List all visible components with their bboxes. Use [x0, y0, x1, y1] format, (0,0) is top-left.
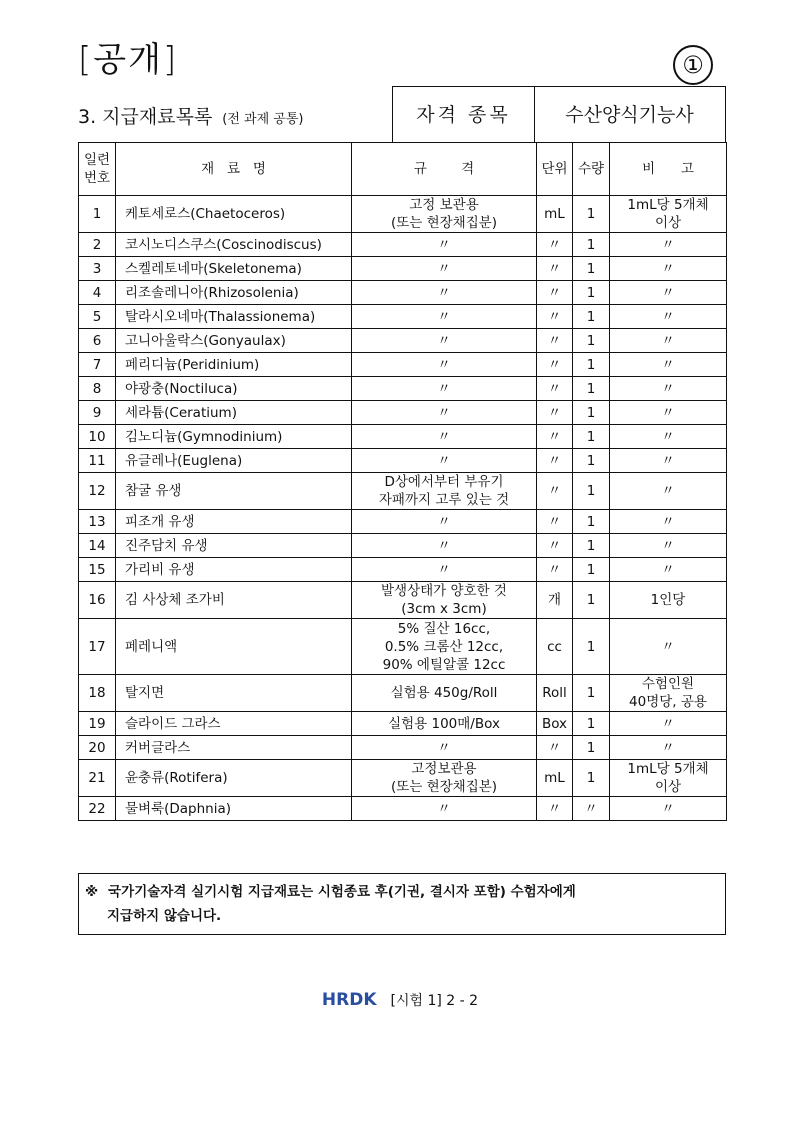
cell-spec: 〃 — [352, 797, 537, 821]
cell-note: 〃 — [610, 558, 727, 582]
cell-unit: 〃 — [537, 233, 573, 257]
cell-spec: 〃 — [352, 736, 537, 760]
cell-serial-no: 22 — [79, 797, 116, 821]
cell-serial-no: 18 — [79, 675, 116, 712]
materials-table — [78, 142, 727, 821]
cell-serial-no: 21 — [79, 760, 116, 797]
table-row — [79, 305, 727, 329]
cell-material-name: 유글레나(Euglena) — [116, 449, 352, 473]
cell-unit: 〃 — [537, 353, 573, 377]
cell-material-name: 김 사상체 조가비 — [116, 582, 352, 619]
hrdk-logo: HRDK — [321, 990, 377, 1010]
notice-line-1: 국가기술자격 실기시험 지급재료는 시험종료 후(기권, 결시자 포함) 수험자에게 — [108, 884, 576, 900]
cell-unit: 〃 — [537, 534, 573, 558]
cell-material-name: 스켈레토네마(Skeletonema) — [116, 257, 352, 281]
cell-serial-no: 9 — [79, 401, 116, 425]
cell-note: 〃 — [610, 534, 727, 558]
table-row — [79, 401, 727, 425]
header-note: 비 고 — [610, 143, 727, 196]
cell-material-name: 탈지면 — [116, 675, 352, 712]
header-row — [78, 86, 726, 142]
cell-unit: Box — [537, 712, 573, 736]
footer-page-text: [시험 1] 2 - 2 — [390, 993, 479, 1009]
notice-mark: ※ — [85, 884, 99, 900]
cell-qty: 1 — [573, 449, 610, 473]
cell-qty: 1 — [573, 425, 610, 449]
table-row — [79, 449, 727, 473]
cell-material-name: 케토세로스(Chaetoceros) — [116, 196, 352, 233]
cell-qty: 1 — [573, 619, 610, 675]
cell-note: 〃 — [610, 619, 727, 675]
cell-qty: 1 — [573, 401, 610, 425]
cell-material-name: 가리비 유생 — [116, 558, 352, 582]
cell-qty: 1 — [573, 233, 610, 257]
cell-serial-no: 15 — [79, 558, 116, 582]
cell-material-name: 탈라시오네마(Thalassionema) — [116, 305, 352, 329]
cell-material-name: 고니아울락스(Gonyaulax) — [116, 329, 352, 353]
cell-serial-no: 14 — [79, 534, 116, 558]
cell-serial-no: 1 — [79, 196, 116, 233]
cell-material-name: 페레니액 — [116, 619, 352, 675]
cell-qty: 1 — [573, 281, 610, 305]
cell-spec: 〃 — [352, 449, 537, 473]
header-serial-no: 일련 번호 — [79, 143, 116, 196]
cell-material-name: 진주담치 유생 — [116, 534, 352, 558]
cell-material-name: 야광충(Noctiluca) — [116, 377, 352, 401]
table-row — [79, 425, 727, 449]
cell-note: 〃 — [610, 281, 727, 305]
cell-material-name: 페리디늄(Peridinium) — [116, 353, 352, 377]
cell-unit: 〃 — [537, 329, 573, 353]
cell-qty: 1 — [573, 510, 610, 534]
cell-unit: 〃 — [537, 305, 573, 329]
cell-serial-no: 5 — [79, 305, 116, 329]
cell-note: 수험인원 40명당, 공용 — [610, 675, 727, 712]
cell-note: 〃 — [610, 797, 727, 821]
table-row — [79, 582, 727, 619]
cell-spec: 〃 — [352, 233, 537, 257]
cell-serial-no: 20 — [79, 736, 116, 760]
cell-note: 〃 — [610, 305, 727, 329]
cell-spec: D상에서부터 부유기 자패까지 고루 있는 것 — [352, 473, 537, 510]
table-row — [79, 196, 727, 233]
cell-note: 〃 — [610, 736, 727, 760]
cell-qty: 1 — [573, 675, 610, 712]
table-row — [79, 760, 727, 797]
cell-qty: 1 — [573, 558, 610, 582]
cell-qty: 1 — [573, 196, 610, 233]
qualification-box — [392, 86, 726, 143]
cell-spec: 〃 — [352, 558, 537, 582]
cell-qty: 1 — [573, 329, 610, 353]
cell-unit: 〃 — [537, 449, 573, 473]
cell-note: 〃 — [610, 401, 727, 425]
qualification-label: 자격 종목 — [393, 87, 535, 143]
table-row — [79, 510, 727, 534]
cell-note: 〃 — [610, 353, 727, 377]
notice-box — [78, 873, 726, 935]
cell-serial-no: 12 — [79, 473, 116, 510]
cell-unit: 〃 — [537, 736, 573, 760]
header-material-name: 재 료 명 — [116, 143, 352, 196]
cell-unit: 〃 — [537, 510, 573, 534]
cell-qty: 1 — [573, 305, 610, 329]
cell-material-name: 피조개 유생 — [116, 510, 352, 534]
cell-note: 1mL당 5개체 이상 — [610, 760, 727, 797]
cell-material-name: 참굴 유생 — [116, 473, 352, 510]
cell-note: 〃 — [610, 257, 727, 281]
cell-spec: 고정보관용 (또는 현장채집본) — [352, 760, 537, 797]
cell-material-name: 물벼룩(Daphnia) — [116, 797, 352, 821]
section-title-text: 3. 지급재료목록 — [78, 106, 213, 128]
cell-qty: 1 — [573, 534, 610, 558]
cell-note: 〃 — [610, 425, 727, 449]
cell-spec: 발생상태가 양호한 것 (3cm x 3cm) — [352, 582, 537, 619]
section-subtitle: (전 과제 공통) — [222, 112, 304, 127]
cell-spec: 〃 — [352, 425, 537, 449]
table-row — [79, 797, 727, 821]
table-header-row — [79, 143, 727, 196]
cell-serial-no: 11 — [79, 449, 116, 473]
cell-unit: mL — [537, 760, 573, 797]
cell-unit: 〃 — [537, 257, 573, 281]
table-row — [79, 353, 727, 377]
notice-line-2: 지급하지 않습니다. — [107, 908, 222, 924]
cell-unit: 〃 — [537, 558, 573, 582]
table-row — [79, 558, 727, 582]
cell-material-name: 커버글라스 — [116, 736, 352, 760]
qualification-value: 수산양식기능사 — [565, 104, 694, 126]
cell-serial-no: 4 — [79, 281, 116, 305]
table-row — [79, 377, 727, 401]
cell-serial-no: 7 — [79, 353, 116, 377]
cell-note: 〃 — [610, 233, 727, 257]
cell-spec: 5% 질산 16cc, 0.5% 크롬산 12cc, 90% 에틸알콜 12cc — [352, 619, 537, 675]
cell-spec: 실험용 450g/Roll — [352, 675, 537, 712]
table-row — [79, 619, 727, 675]
table-row — [79, 534, 727, 558]
cell-serial-no: 8 — [79, 377, 116, 401]
cell-spec: 실험용 100매/Box — [352, 712, 537, 736]
cell-spec: 〃 — [352, 377, 537, 401]
cell-unit: Roll — [537, 675, 573, 712]
cell-serial-no: 19 — [79, 712, 116, 736]
table-row — [79, 712, 727, 736]
cell-spec: 〃 — [352, 401, 537, 425]
cell-unit: 〃 — [537, 473, 573, 510]
cell-material-name: 슬라이드 그라스 — [116, 712, 352, 736]
cell-serial-no: 3 — [79, 257, 116, 281]
cell-serial-no: 17 — [79, 619, 116, 675]
cell-spec: 〃 — [352, 257, 537, 281]
cell-spec: 〃 — [352, 329, 537, 353]
cell-unit: 〃 — [537, 425, 573, 449]
cell-note: 1인당 — [610, 582, 727, 619]
section-title — [78, 102, 304, 129]
table-row — [79, 736, 727, 760]
cell-note: 1mL당 5개체 이상 — [610, 196, 727, 233]
cell-note: 〃 — [610, 329, 727, 353]
cell-material-name: 김노디늄(Gymnodinium) — [116, 425, 352, 449]
cell-qty: 1 — [573, 473, 610, 510]
cell-unit: 〃 — [537, 797, 573, 821]
cell-unit: cc — [537, 619, 573, 675]
cell-note: 〃 — [610, 449, 727, 473]
cell-unit: 〃 — [537, 401, 573, 425]
cell-spec: 〃 — [352, 281, 537, 305]
cell-material-name: 코시노디스쿠스(Coscinodiscus) — [116, 233, 352, 257]
cell-material-name: 세라튬(Ceratium) — [116, 401, 352, 425]
public-label: [공개] — [78, 40, 179, 80]
cell-qty: 1 — [573, 760, 610, 797]
cell-qty: 1 — [573, 582, 610, 619]
cell-qty: 1 — [573, 712, 610, 736]
cell-qty: 〃 — [573, 797, 610, 821]
cell-qty: 1 — [573, 257, 610, 281]
header-qty: 수량 — [573, 143, 610, 196]
cell-serial-no: 13 — [79, 510, 116, 534]
cell-unit: 개 — [537, 582, 573, 619]
footer — [0, 990, 800, 1010]
table-row — [79, 329, 727, 353]
cell-spec: 〃 — [352, 305, 537, 329]
cell-spec: 고정 보관용 (또는 현장채집분) — [352, 196, 537, 233]
cell-spec: 〃 — [352, 353, 537, 377]
cell-note: 〃 — [610, 473, 727, 510]
table-row — [79, 281, 727, 305]
cell-note: 〃 — [610, 377, 727, 401]
cell-unit: mL — [537, 196, 573, 233]
table-row — [79, 257, 727, 281]
cell-serial-no: 16 — [79, 582, 116, 619]
cell-note: 〃 — [610, 712, 727, 736]
table-row — [79, 233, 727, 257]
header-unit: 단위 — [537, 143, 573, 196]
cell-spec: 〃 — [352, 534, 537, 558]
cell-material-name: 리조솔레니아(Rhizosolenia) — [116, 281, 352, 305]
cell-qty: 1 — [573, 736, 610, 760]
table-row — [79, 473, 727, 510]
cell-unit: 〃 — [537, 281, 573, 305]
table-row — [79, 675, 727, 712]
header-spec: 규 격 — [352, 143, 537, 196]
cell-note: 〃 — [610, 510, 727, 534]
cell-serial-no: 6 — [79, 329, 116, 353]
cell-qty: 1 — [573, 377, 610, 401]
cell-qty: 1 — [573, 353, 610, 377]
cell-material-name: 윤충류(Rotifera) — [116, 760, 352, 797]
cell-serial-no: 2 — [79, 233, 116, 257]
cell-spec: 〃 — [352, 510, 537, 534]
page-circle-number: ① — [673, 45, 713, 85]
cell-unit: 〃 — [537, 377, 573, 401]
cell-serial-no: 10 — [79, 425, 116, 449]
